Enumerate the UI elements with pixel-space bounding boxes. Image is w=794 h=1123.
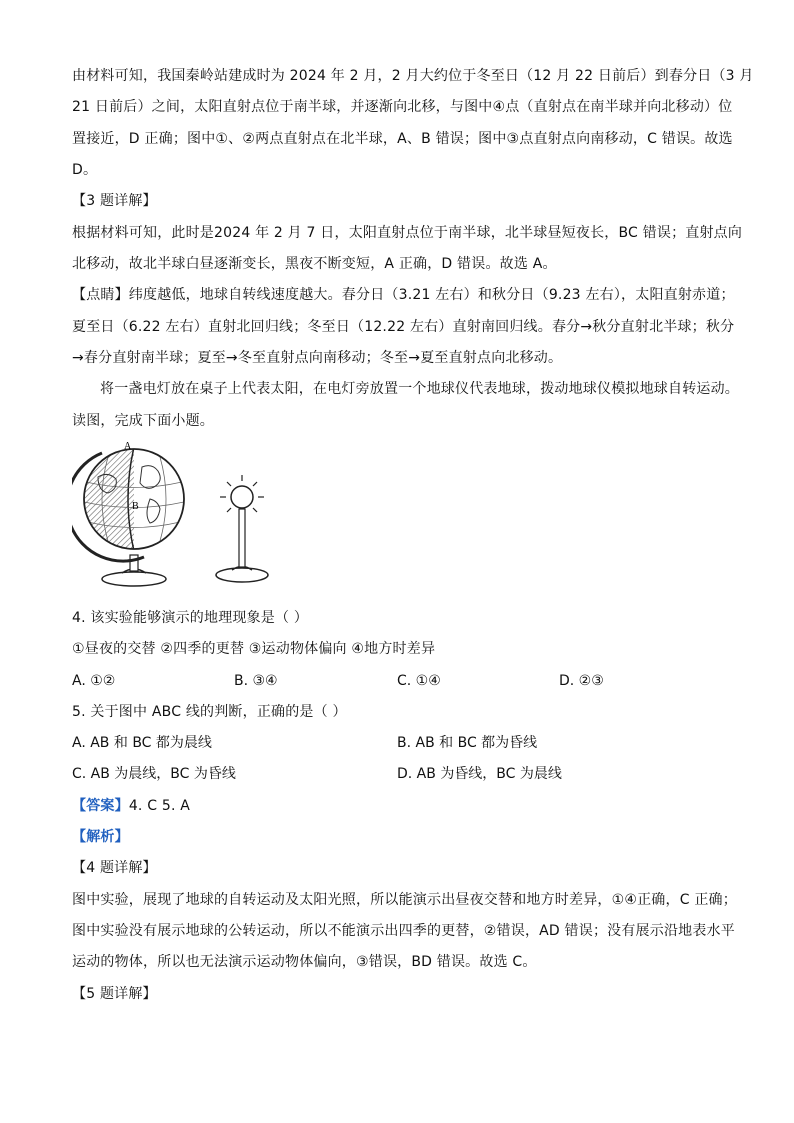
intro-line: 将一盏电灯放在桌子上代表太阳，在电灯旁放置一个地球仪代表地球，拨动地球仪模拟地球自转运动。 (100, 381, 739, 397)
q4-option-b: B. ③④ (234, 673, 278, 689)
tip-line: →春分直射南半球；夏至→冬至直射点向南移动；冬至→夏至直射点向北移动。 (72, 350, 563, 366)
text-line: D。 (72, 162, 98, 178)
text-line: 由材料可知，我国秦岭站建成时为 2024 年 2 月，2 月大约位于冬至日（12 月 22 日前后）到春分日（3 月 (72, 68, 754, 84)
text-line: 置接近，D 正确；图中①、②两点直射点在北半球，A、B 错误；图中③点直射点向南移动，C 错误。故选 (72, 131, 733, 147)
tip-line: 【点睛】纬度越低，地球自转线速度越大。春分日（3.21 左右）和秋分日（9.23 左右），太阳直射赤道； (72, 287, 735, 303)
intro-line: 读图，完成下面小题。 (72, 413, 214, 429)
globe-lamp-figure (72, 437, 282, 592)
answer-label: 【答案】 (72, 798, 129, 814)
q4-stem: 4. 该实验能够演示的地理现象是（ ） (72, 610, 309, 626)
analysis-label: 【解析】 (72, 829, 129, 845)
q5-option-c: C. AB 为晨线，BC 为昏线 (72, 766, 236, 782)
label-b: B (132, 501, 139, 512)
q4-option-c: C. ①④ (397, 673, 441, 689)
q3-heading: 【3 题详解】 (72, 193, 157, 209)
answer-line (72, 796, 732, 816)
text-line: 图中实验没有展示地球的公转运动，所以不能演示出四季的更替，②错误，AD 错误；没有展示沿地表水平 (72, 923, 735, 939)
globe-lamp-illustration (72, 437, 282, 592)
text-line: 运动的物体，所以也无法演示运动物体偏向，③错误，BD 错误。故选 C。 (72, 954, 537, 970)
q5-heading: 【5 题详解】 (72, 986, 157, 1002)
q5-stem: 5. 关于图中 ABC 线的判断，正确的是（ ） (72, 704, 347, 720)
text-line: 21 日前后）之间，太阳直射点位于南半球，并逐渐向北移，与图中④点（直射点在南半球并向北移动）位 (72, 99, 733, 115)
q5-option-b: B. AB 和 BC 都为昏线 (397, 735, 538, 751)
q5-option-a: A. AB 和 BC 都为晨线 (72, 735, 212, 751)
q5-option-d: D. AB 为昏线，BC 为晨线 (397, 766, 562, 782)
tip-line: 夏至日（6.22 左右）直射北回归线；冬至日（12.22 左右）直射南回归线。春分→秋分直射北半球；秋分 (72, 319, 735, 335)
label-a: A (124, 441, 132, 452)
q4-items: ①昼夜的交替 ②四季的更替 ③运动物体偏向 ④地方时差异 (72, 641, 436, 657)
text-line: 根据材料可知，此时是2024 年 2 月 7 日，太阳直射点位于南半球，北半球昼短夜长，BC 错误；直射点向 (72, 225, 743, 241)
q4-heading: 【4 题详解】 (72, 860, 157, 876)
text-line: 北移动，故北半球白昼逐渐变长，黑夜不断变短，A 正确，D 错误。故选 A。 (72, 256, 557, 272)
q4-option-a: A. ①② (72, 673, 116, 689)
answer-text: 4. C 5. A (128, 798, 191, 814)
text-line: 图中实验，展现了地球的自转运动及太阳光照，所以能演示出昼夜交替和地方时差异，①④正确，C 正确； (72, 892, 737, 908)
q4-option-d: D. ②③ (559, 673, 604, 689)
